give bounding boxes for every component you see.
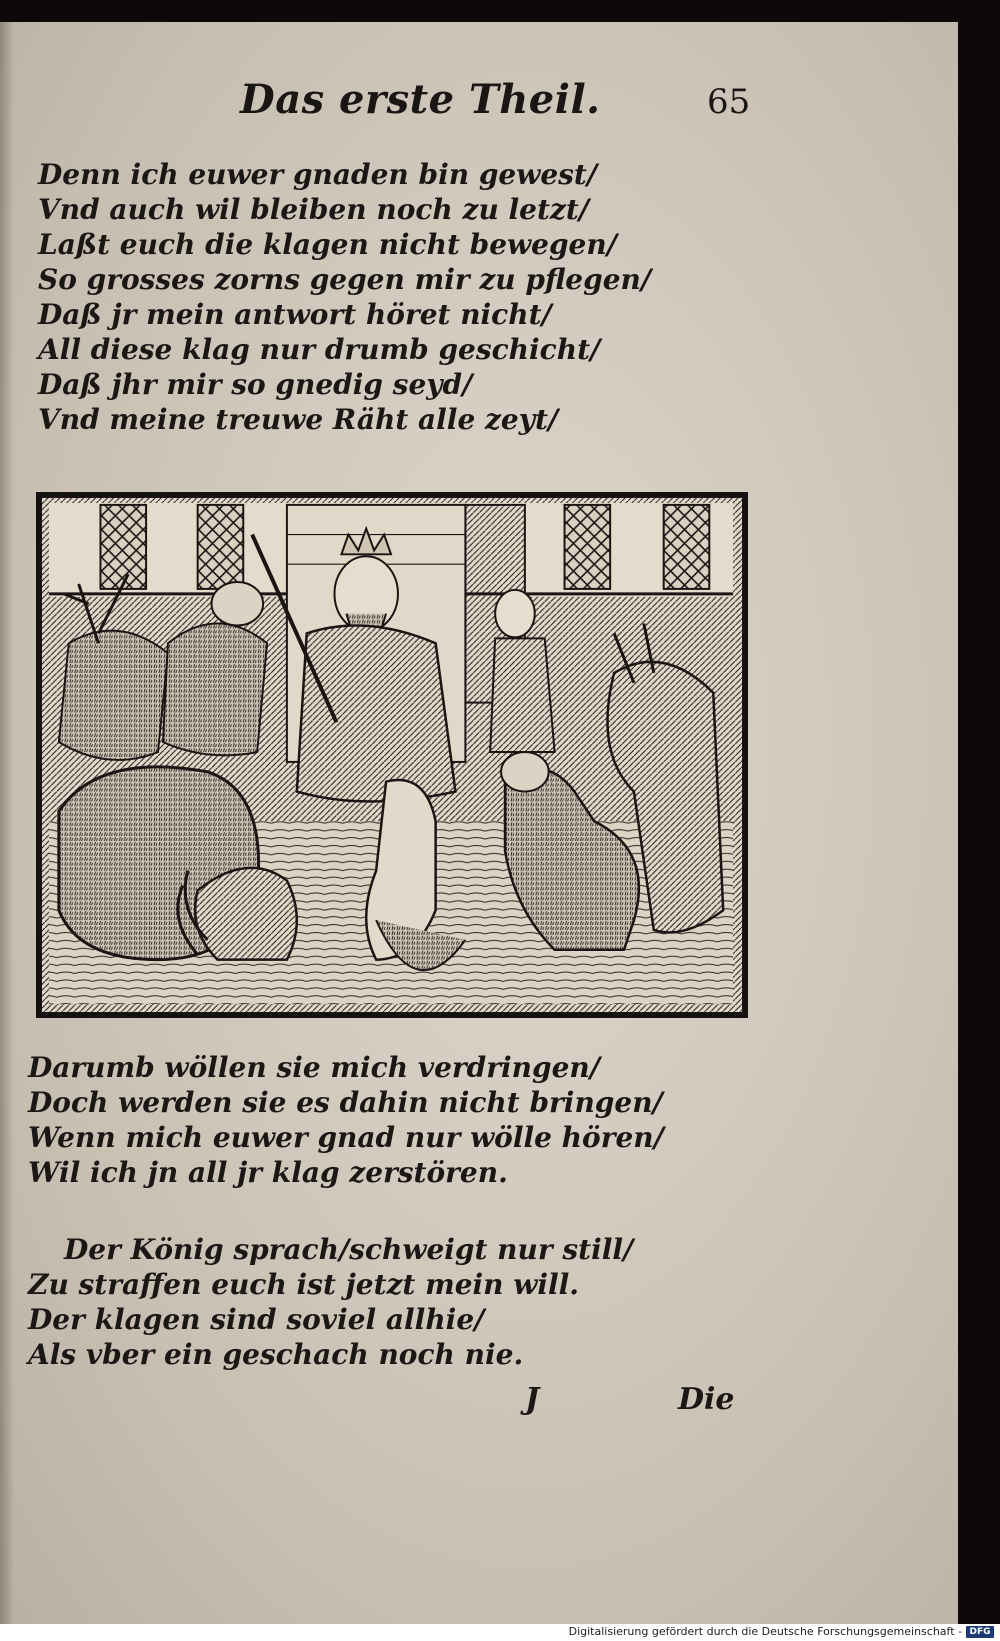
page-header <box>0 76 958 136</box>
book-page <box>0 22 958 1624</box>
verse-line: Der klagen sind soviel allhie/ <box>28 1303 485 1336</box>
digitization-footer <box>0 1624 1000 1641</box>
woodcut-throne-scene <box>39 495 745 1015</box>
verse-stanza-2 <box>28 1050 664 1190</box>
verse-stanza-1 <box>38 157 651 437</box>
verse-line: Vnd auch wil bleiben noch zu letzt/ <box>38 193 589 226</box>
verse-line: Daß jhr mir so gnedig seyd/ <box>38 368 473 401</box>
verse-line: Doch werden sie es dahin nicht bringen/ <box>28 1086 663 1119</box>
signature-mark: J <box>525 1382 540 1417</box>
verse-line: Wil ich jn all jr klag zerstören. <box>28 1156 508 1189</box>
verse-line: Als vber ein geschach noch nie. <box>28 1338 524 1371</box>
verse-line: Denn ich euwer gnaden bin gewest/ <box>38 158 598 191</box>
verse-line: So grosses zorns gegen mir zu pflegen/ <box>38 263 652 296</box>
verse-line: Laßt euch die klagen nicht bewegen/ <box>38 228 617 261</box>
running-head: Das erste Theil. <box>240 76 601 123</box>
verse-line: All diese klag nur drumb geschicht/ <box>38 333 601 366</box>
page-number: 65 <box>707 82 751 122</box>
verse-stanza-3 <box>28 1232 633 1372</box>
verse-line: Der König sprach/schweigt nur still/ <box>64 1233 634 1266</box>
catchword: Die <box>678 1382 735 1417</box>
footer-credit: Digitalisierung gefördert durch die Deutsche Forschungsgemeinschaft - <box>568 1625 962 1638</box>
woodcut-illustration <box>36 492 748 1018</box>
dfg-logo: DFG <box>966 1626 994 1638</box>
page-catchwords <box>0 1382 958 1422</box>
verse-line: Darumb wöllen sie mich verdringen/ <box>28 1051 600 1084</box>
verse-line: Wenn mich euwer gnad nur wölle hören/ <box>28 1121 664 1154</box>
verse-line: Daß jr mein antwort höret nicht/ <box>38 298 552 331</box>
verse-line: Vnd meine treuwe Räht alle zeyt/ <box>38 403 559 436</box>
verse-line: Zu straffen euch ist jetzt mein will. <box>28 1268 580 1301</box>
